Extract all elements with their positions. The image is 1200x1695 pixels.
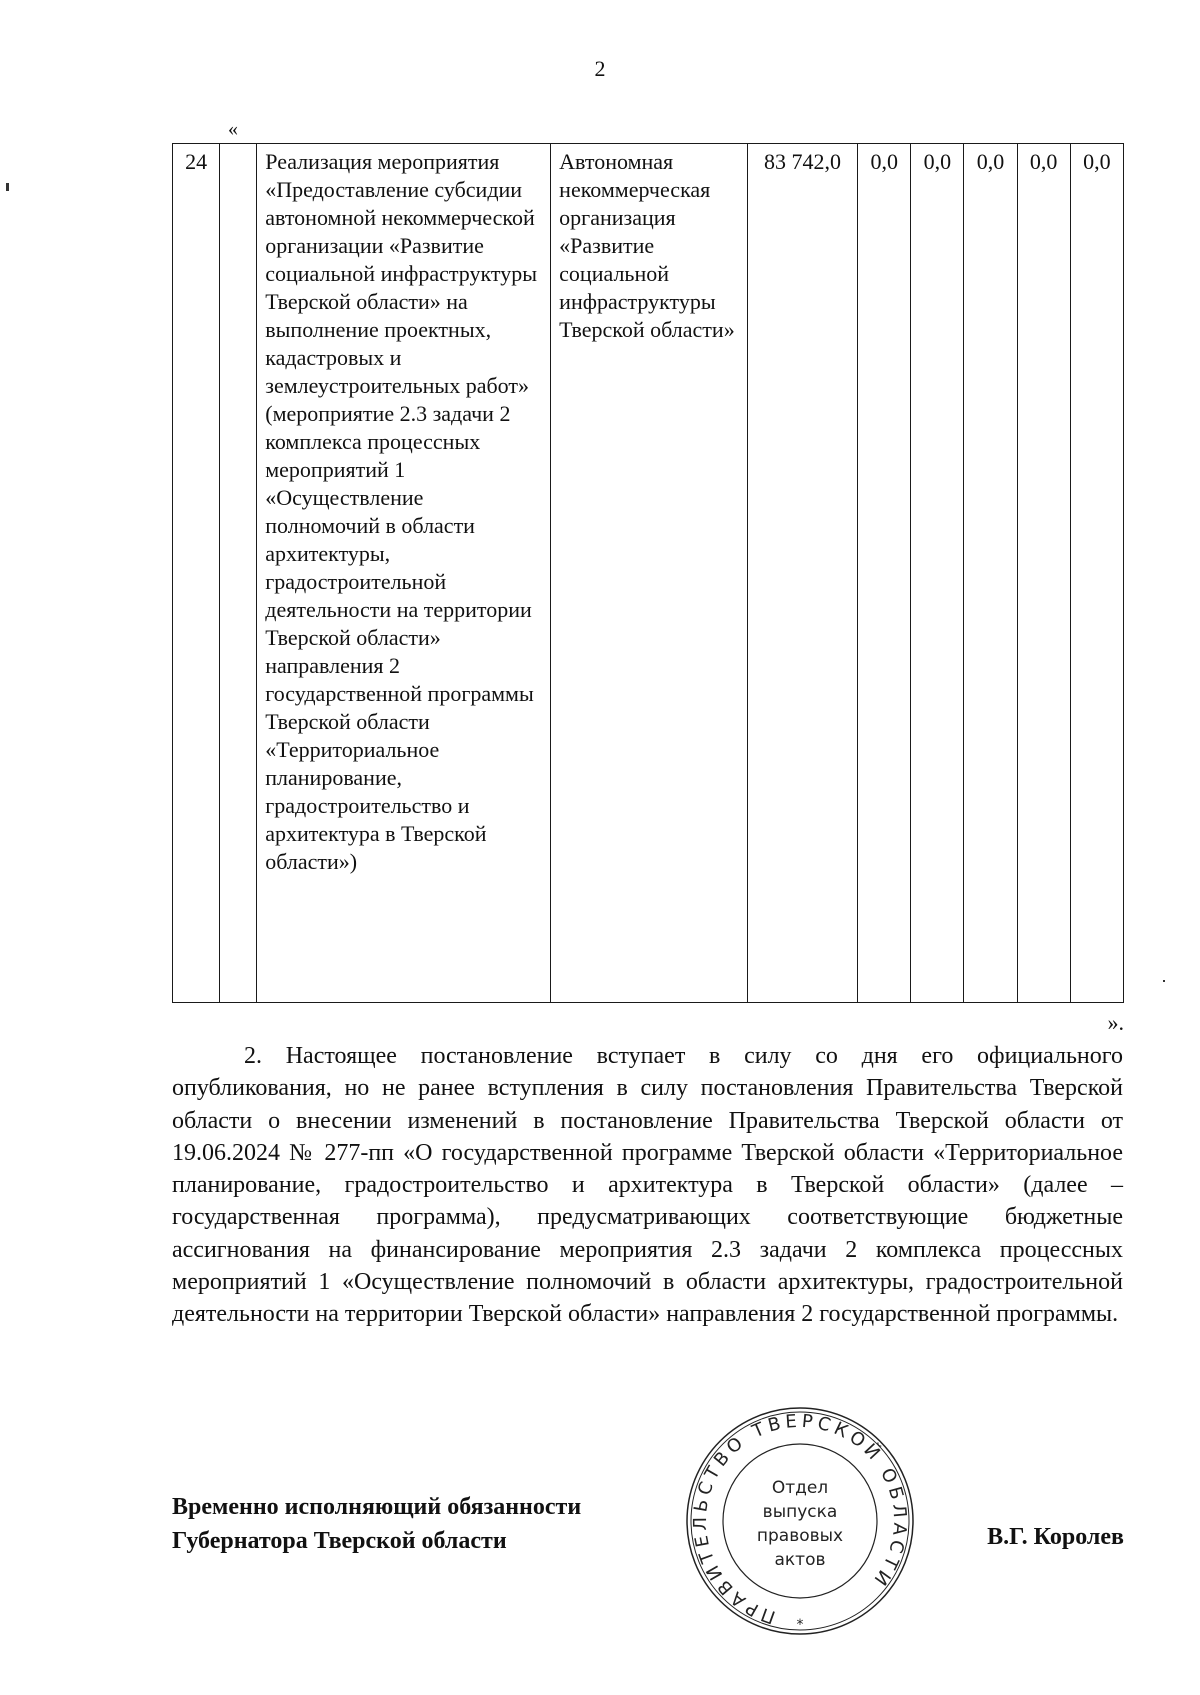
value-cell: 0,0	[1017, 144, 1070, 1003]
scan-mark	[6, 183, 9, 191]
position-line: Временно исполняющий обязанности	[172, 1494, 582, 1520]
value-cell: 0,0	[858, 144, 911, 1003]
executor-cell: Автономная некоммерческая организация «Развитие социальной инфраструктуры Тверской области»	[551, 144, 748, 1003]
seal-center-line: правовых	[756, 1526, 844, 1546]
paragraph-text: 2. Настоящее постановление вступает в силу со дня его официального опубликования, но не ранее вступления в силу постановления Правительства Тверской области о внесении изменений в постановление Правительства Тверской области от 19.06.2024 № 277-пп «О государственной программе Тверской области «Территориальное планирование, градостроительство и архитектура в Тверской области» (далее – государственная программа), предусматривающих соответствующие бюджетные ассигнования на финансирование мероприятия 2.3 задачи 2 комплекса процессных мероприятий 1 «Осуществление полномочий в области архитектуры, градостроительной деятельности на территории Тверской области» направления 2 государственной программы.	[172, 1043, 1123, 1328]
value-cell: 0,0	[911, 144, 964, 1003]
signatory-name: В.Г. Королев	[987, 1524, 1124, 1550]
row-number: 24	[173, 144, 220, 1003]
table-row	[173, 144, 1124, 1003]
measures-table	[172, 143, 1124, 1003]
table-open-quote: «	[228, 118, 238, 140]
seal-center-line: выпуска	[762, 1502, 838, 1522]
page-number: 2	[594, 56, 606, 81]
seal-ring-text: ПРАВИТЕЛЬСТВО ТВЕРСКОЙ ОБЛАСТИ	[689, 1410, 911, 1628]
value-cell: 0,0	[1070, 144, 1123, 1003]
scan-mark	[1163, 980, 1165, 982]
value-cell: 0,0	[964, 144, 1017, 1003]
measure-description: Реализация мероприятия «Предоставление субсидии автономной некоммерческой организации «Развитие социальной инфраструктуры Тверской области» на выполнение проектных, кадастровых и землеустроительных работ» (мероприятие 2.3 задачи 2 комплекса процессных мероприятий 1 «Осуществление полномочий в области архитектуры, градостроительной деятельности на территории Тверской области» направления 2 государственной программы Тверской области «Территориальное планирование, градостроительство и архитектура в Тверской области»)	[257, 144, 551, 1003]
official-seal	[684, 1405, 916, 1637]
resolution-paragraph	[172, 1040, 1123, 1331]
empty-cell	[220, 144, 257, 1003]
seal-center-line: Отдел	[771, 1478, 829, 1498]
value-cell: 83 742,0	[747, 144, 857, 1003]
position-line: Губернатора Тверской области	[172, 1528, 507, 1554]
table-close-quote: ».	[1107, 1010, 1124, 1035]
signatory-position	[172, 1490, 581, 1558]
seal-star: *	[796, 1617, 804, 1633]
seal-center-line: актов	[774, 1550, 826, 1570]
